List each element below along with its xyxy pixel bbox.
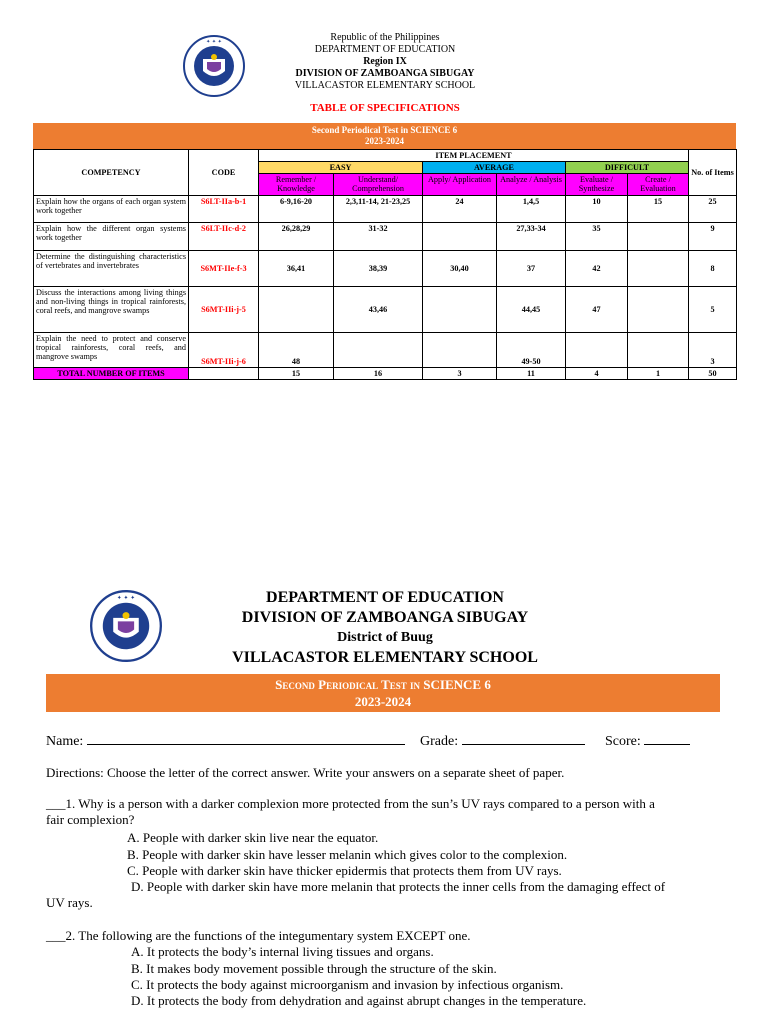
header-average: AVERAGE [423, 162, 566, 174]
header-block [230, 32, 540, 92]
name-blank[interactable] [87, 732, 405, 745]
school-year: 2023-2024 [365, 136, 404, 146]
placement-cell: 26,28,29 [259, 223, 334, 251]
total-cell: 4 [566, 368, 628, 380]
sub-create: Create / Evaluation [628, 174, 689, 196]
placement-cell: 10 [566, 196, 628, 223]
placement-cell [628, 333, 689, 368]
choice-d: D. People with darker skin have more melanin that protects the inner cells from the damaging effect of [131, 879, 666, 894]
table-row [34, 333, 737, 368]
choice-c: C. It protects the body against microorganism and invasion by infectious organism. [131, 977, 564, 992]
test-title-bar [33, 123, 736, 149]
choice-d-continued: UV rays. [46, 895, 93, 910]
placement-cell: 48 [259, 333, 334, 368]
placement-cell: 15 [628, 196, 689, 223]
placement-cell: 35 [566, 223, 628, 251]
school-line: VILLACASTOR ELEMENTARY SCHOOL [294, 80, 476, 91]
placement-cell: 31-32 [334, 223, 423, 251]
placement-cell: 44,45 [497, 287, 566, 333]
header-easy: EASY [259, 162, 423, 174]
sub-apply: Apply/ Application [423, 174, 497, 196]
answer-blank[interactable]: ___ [46, 796, 66, 811]
score-label: Score: [605, 734, 641, 749]
sub-remember: Remember / Knowledge [259, 174, 334, 196]
competency-cell: Explain the need to protect and conserve tropical rainforests, coral reefs, and mangrove swamps [34, 333, 189, 368]
header-difficult: DIFFICULT [566, 162, 689, 174]
placement-cell [628, 223, 689, 251]
placement-cell: 27,33-34 [497, 223, 566, 251]
total-cell: 1 [628, 368, 689, 380]
score-field[interactable] [605, 732, 690, 750]
items-cell: 8 [689, 251, 737, 287]
table-row [34, 223, 737, 251]
grade-field[interactable] [420, 732, 585, 750]
division-line: DIVISION OF ZAMBOANGA SIBUGAY [241, 609, 529, 626]
header-item-placement: ITEM PLACEMENT [259, 150, 689, 162]
items-cell: 5 [689, 287, 737, 333]
code-cell: S6LT-IIc-d-2 [189, 223, 259, 251]
question-number: 2. [65, 928, 76, 943]
placement-cell [334, 333, 423, 368]
total-cell: 11 [497, 368, 566, 380]
test-header-block [200, 588, 570, 668]
total-code-cell [189, 368, 259, 380]
district-line: District of Buug [337, 630, 433, 645]
code-cell: S6MT-IIe-f-3 [189, 251, 259, 287]
competency-cell: Explain how the different organ systems work together [34, 223, 189, 251]
tos-title: TABLE OF SPECIFICATIONS [310, 102, 460, 114]
question-text: Why is a person with a darker complexion more protected from the sun’s UV rays compared to a person with a [78, 796, 655, 811]
placement-cell [628, 251, 689, 287]
placement-cell: 2,3,11-14, 21-23,25 [334, 196, 423, 223]
placement-cell [566, 333, 628, 368]
question-number: 1. [65, 796, 76, 811]
table-row [34, 196, 737, 223]
code-cell: S6MT-IIi-j-5 [189, 287, 259, 333]
total-cell: 16 [334, 368, 423, 380]
choice-b: B. People with darker skin have lesser melanin which gives color to the complexion. [127, 847, 568, 862]
total-cell: 15 [259, 368, 334, 380]
deped-seal-icon [90, 590, 162, 662]
choice-a: A. People with darker skin live near the equator. [127, 830, 379, 845]
score-blank[interactable] [644, 732, 690, 745]
test-title-bar [46, 674, 720, 712]
grade-label: Grade: [420, 734, 459, 749]
answer-blank[interactable]: ___ [46, 928, 66, 943]
sub-analyze: Analyze / Analysis [497, 174, 566, 196]
sub-understand: Understand/ Comprehension [334, 174, 423, 196]
placement-cell: 1,4,5 [497, 196, 566, 223]
placement-cell: 43,46 [334, 287, 423, 333]
school-line: VILLACASTOR ELEMENTARY SCHOOL [232, 649, 538, 666]
placement-cell: 38,39 [334, 251, 423, 287]
grade-blank[interactable] [462, 732, 585, 745]
total-label: TOTAL NUMBER OF ITEMS [34, 368, 189, 380]
total-items-cell: 50 [689, 368, 737, 380]
sub-evaluate: Evaluate / Synthesize [566, 174, 628, 196]
header-code: CODE [189, 150, 259, 196]
question-2 [46, 928, 736, 944]
placement-cell: 42 [566, 251, 628, 287]
table-row [34, 287, 737, 333]
placement-cell: 6-9,16-20 [259, 196, 334, 223]
placement-cell: 49-50 [497, 333, 566, 368]
competency-cell: Explain how the organs of each organ system work together [34, 196, 189, 223]
svg-text:✦ ✦ ✦: ✦ ✦ ✦ [206, 39, 222, 45]
question-1 [46, 796, 736, 812]
question-text-continued: fair complexion? [46, 812, 135, 827]
competency-cell: Determine the distinguishing characteristics of vertebrates and invertebrates [34, 251, 189, 287]
department-line: DEPARTMENT OF EDUCATION [314, 44, 456, 55]
specifications-table [33, 149, 737, 380]
choice-d: D. It protects the body from dehydration and against abrupt changes in the temperature. [131, 993, 587, 1008]
placement-cell: 47 [566, 287, 628, 333]
department-line: DEPARTMENT OF EDUCATION [266, 589, 504, 606]
placement-cell [423, 223, 497, 251]
code-cell: S6LT-IIa-b-1 [189, 196, 259, 223]
total-row [34, 368, 737, 380]
school-year: 2023-2024 [354, 694, 412, 709]
division-line: DIVISION OF ZAMBOANGA SIBUGAY [295, 68, 475, 79]
placement-cell [423, 333, 497, 368]
total-cell: 3 [423, 368, 497, 380]
directions: Directions: Choose the letter of the correct answer. Write your answers on a separate sheet of paper. [46, 765, 565, 780]
header-competency: COMPETENCY [34, 150, 189, 196]
placement-cell: 24 [423, 196, 497, 223]
choice-b: B. It makes body movement possible through the structure of the skin. [131, 961, 497, 976]
items-cell: 25 [689, 196, 737, 223]
placement-cell: 37 [497, 251, 566, 287]
placement-cell: 30,40 [423, 251, 497, 287]
choice-a: A. It protects the body’s internal living tissues and organs. [131, 944, 434, 959]
placement-cell [628, 287, 689, 333]
placement-cell [423, 287, 497, 333]
header-no-of-items: No. of Items [689, 150, 737, 196]
name-label: Name: [46, 734, 84, 749]
test-title: Second Periodical Test in SCIENCE 6 [275, 677, 491, 692]
items-cell: 3 [689, 333, 737, 368]
choice-c: C. People with darker skin have thicker epidermis that protects them from UV rays. [127, 863, 562, 878]
placement-cell: 36,41 [259, 251, 334, 287]
svg-text:✦ ✦ ✦: ✦ ✦ ✦ [116, 595, 136, 602]
placement-cell [259, 287, 334, 333]
region-line: Region IX [363, 56, 407, 67]
items-cell: 9 [689, 223, 737, 251]
code-cell: S6MT-IIi-j-6 [189, 333, 259, 368]
republic-line: Republic of the Philippines [330, 32, 440, 43]
competency-cell: Discuss the interactions among living things and non-living things in tropical rainforests, coral reefs, and mangrove swamps [34, 287, 189, 333]
table-row [34, 251, 737, 287]
test-title: Second Periodical Test in SCIENCE 6 [311, 125, 458, 135]
name-field[interactable] [46, 732, 405, 750]
question-text: The following are the functions of the integumentary system EXCEPT one. [78, 928, 471, 943]
